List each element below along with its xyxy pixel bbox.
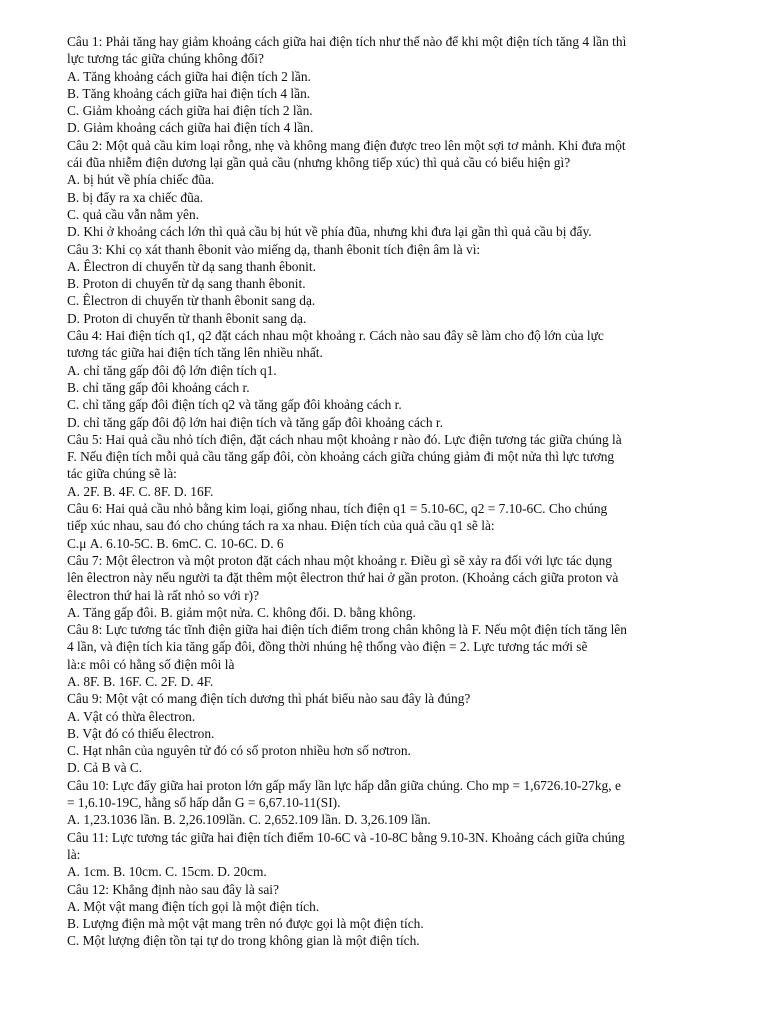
text-line: tiếp xúc nhau, sau đó cho chúng tách ra xa nhau. Điện tích của quả cầu q1 sẽ là:: [67, 518, 495, 534]
text-line: C. Êlectron di chuyển từ thanh êbonit sang dạ.: [67, 293, 316, 309]
text-line: F. Nếu điện tích mỗi quả cầu tăng gấp đôi, còn khoảng cách giữa chúng giảm đi một nửa thì lực tương: [67, 449, 615, 465]
text-line: là:ε môi có hằng số điện môi là: [67, 656, 235, 672]
document-text: [67, 33, 712, 950]
text-line: B. Lượng điện mà một vật mang trên nó được gọi là một điện tích.: [67, 916, 424, 932]
text-line: Câu 10: Lực đẩy giữa hai proton lớn gấp mấy lần lực hấp dẫn giữa chúng. Cho mp = 1,6726.10-27kg, e: [67, 777, 621, 793]
text-line: Câu 2: Một quả cầu kim loại rỗng, nhẹ và không mang điện được treo lên một sợi tơ mảnh. Khi đưa một: [67, 137, 626, 153]
text-line: C.μ A. 6.10-5C. B. 6mC. C. 10-6C. D. 6: [67, 535, 284, 551]
text-line: A. chỉ tăng gấp đôi độ lớn điện tích q1.: [67, 362, 277, 378]
text-line: B. Tăng khoảng cách giữa hai điện tích 4 lần.: [67, 85, 311, 101]
text-line: Câu 8: Lực tương tác tĩnh điện giữa hai điện tích điểm trong chân không là F. Nếu một điện tích tăng lên: [67, 622, 627, 638]
text-line: B. Proton di chuyển từ dạ sang thanh êbonit.: [67, 276, 306, 292]
text-line: D. Giảm khoảng cách giữa hai điện tích 4 lần.: [67, 120, 314, 136]
text-line: C. Một lượng điện tồn tại tự do trong không gian là một điện tích.: [67, 933, 420, 949]
text-line: A. Một vật mang điện tích gọi là một điện tích.: [67, 898, 320, 914]
text-line: 4 lần, và điện tích kia tăng gấp đôi, đồng thời nhúng hệ thống vào điện = 2. Lực tương tác mới sẽ: [67, 639, 588, 655]
text-line: Câu 3: Khi cọ xát thanh êbonit vào miếng dạ, thanh êbonit tích điện âm là vì:: [67, 241, 481, 257]
text-line: = 1,6.10-19C, hằng số hấp dẫn G = 6,67.10-11(SI).: [67, 795, 341, 811]
text-line: A. Tăng khoảng cách giữa hai điện tích 2 lần.: [67, 68, 311, 84]
text-line: êlectron thứ hai là rất nhỏ so với r)?: [67, 587, 260, 603]
text-line: tương tác giữa hai điện tích tăng lên nhiều nhất.: [67, 345, 323, 361]
text-line: lên êlectron này nếu người ta đặt thêm một êlectron thứ hai ở gần proton. (Khoảng cách giữa proton và: [67, 570, 619, 586]
text-line: A. 1cm. B. 10cm. C. 15cm. D. 20cm.: [67, 864, 267, 880]
text-line: Câu 4: Hai điện tích q1, q2 đặt cách nhau một khoảng r. Cách nào sau đây sẽ làm cho độ lớn của lực: [67, 328, 604, 344]
text-line: A. Êlectron di chuyển từ dạ sang thanh êbonit.: [67, 258, 316, 274]
text-line: lực tương tác giữa chúng không đổi?: [67, 51, 264, 67]
text-line: A. Vật có thừa êlectron.: [67, 708, 196, 724]
text-line: Câu 11: Lực tương tác giữa hai điện tích điểm 10-6C và -10-8C bằng 9.10-3N. Khoảng cách giữa chúng: [67, 829, 625, 845]
text-line: A. 8F. B. 16F. C. 2F. D. 4F.: [67, 673, 214, 689]
text-line: Câu 6: Hai quả cầu nhỏ bằng kim loại, giống nhau, tích điện q1 = 5.10-6C, q2 = 7.10-6C. Cho chúng: [67, 501, 608, 517]
text-line: C. Hạt nhân của nguyên tử đó có số proton nhiều hơn số nơtron.: [67, 743, 411, 759]
text-line: Câu 5: Hai quả cầu nhỏ tích điện, đặt cách nhau một khoảng r nào đó. Lực điện tương tác giữa chúng là: [67, 431, 622, 447]
text-line: cái đũa nhiễm điện dương lại gần quả cầu (nhưng không tiếp xúc) thì quả cầu có biểu hiện gì?: [67, 155, 571, 171]
text-line: tác giữa chúng sẽ là:: [67, 466, 177, 482]
text-line: A. Tăng gấp đôi. B. giảm một nửa. C. không đổi. D. bằng không.: [67, 604, 416, 620]
text-line: là:: [67, 846, 81, 862]
text-line: D. Khi ở khoảng cách lớn thì quả cầu bị hút về phía đũa, nhưng khi đưa lại gần thì quả cầu bị đẩy.: [67, 224, 592, 240]
text-line: D. Proton di chuyển từ thanh êbonit sang dạ.: [67, 310, 307, 326]
text-line: C. chỉ tăng gấp đôi điện tích q2 và tăng gấp đôi khoảng cách r.: [67, 397, 402, 413]
text-line: D. chỉ tăng gấp đôi độ lớn hai điện tích và tăng gấp đôi khoảng cách r.: [67, 414, 443, 430]
text-line: C. quả cầu vẫn nằm yên.: [67, 206, 200, 222]
text-line: A. 2F. B. 4F. C. 8F. D. 16F.: [67, 483, 214, 499]
text-line: Câu 1: Phải tăng hay giảm khoảng cách giữa hai điện tích như thế nào để khi một điện tích tăng 4 lần thì: [67, 34, 627, 49]
text-line: B. bị đẩy ra xa chiếc đũa.: [67, 189, 204, 205]
text-line: Câu 12: Khẳng định nào sau đây là sai?: [67, 881, 279, 897]
text-line: A. bị hút về phía chiếc đũa.: [67, 172, 215, 188]
text-line: A. 1,23.1036 lần. B. 2,26.109lần. C. 2,652.109 lần. D. 3,26.109 lần.: [67, 812, 431, 828]
text-line: Câu 9: Một vật có mang điện tích dương thì phát biểu nào sau đây là đúng?: [67, 691, 471, 707]
text-line: C. Giảm khoảng cách giữa hai điện tích 2 lần.: [67, 103, 313, 119]
text-line: B. chỉ tăng gấp đôi khoảng cách r.: [67, 379, 250, 395]
text-line: D. Cả B và C.: [67, 760, 143, 776]
text-line: B. Vật đó có thiếu êlectron.: [67, 725, 215, 741]
text-line: Câu 7: Một êlectron và một proton đặt cách nhau một khoảng r. Điều gì sẽ xảy ra đối với lực tác dụng: [67, 552, 612, 568]
